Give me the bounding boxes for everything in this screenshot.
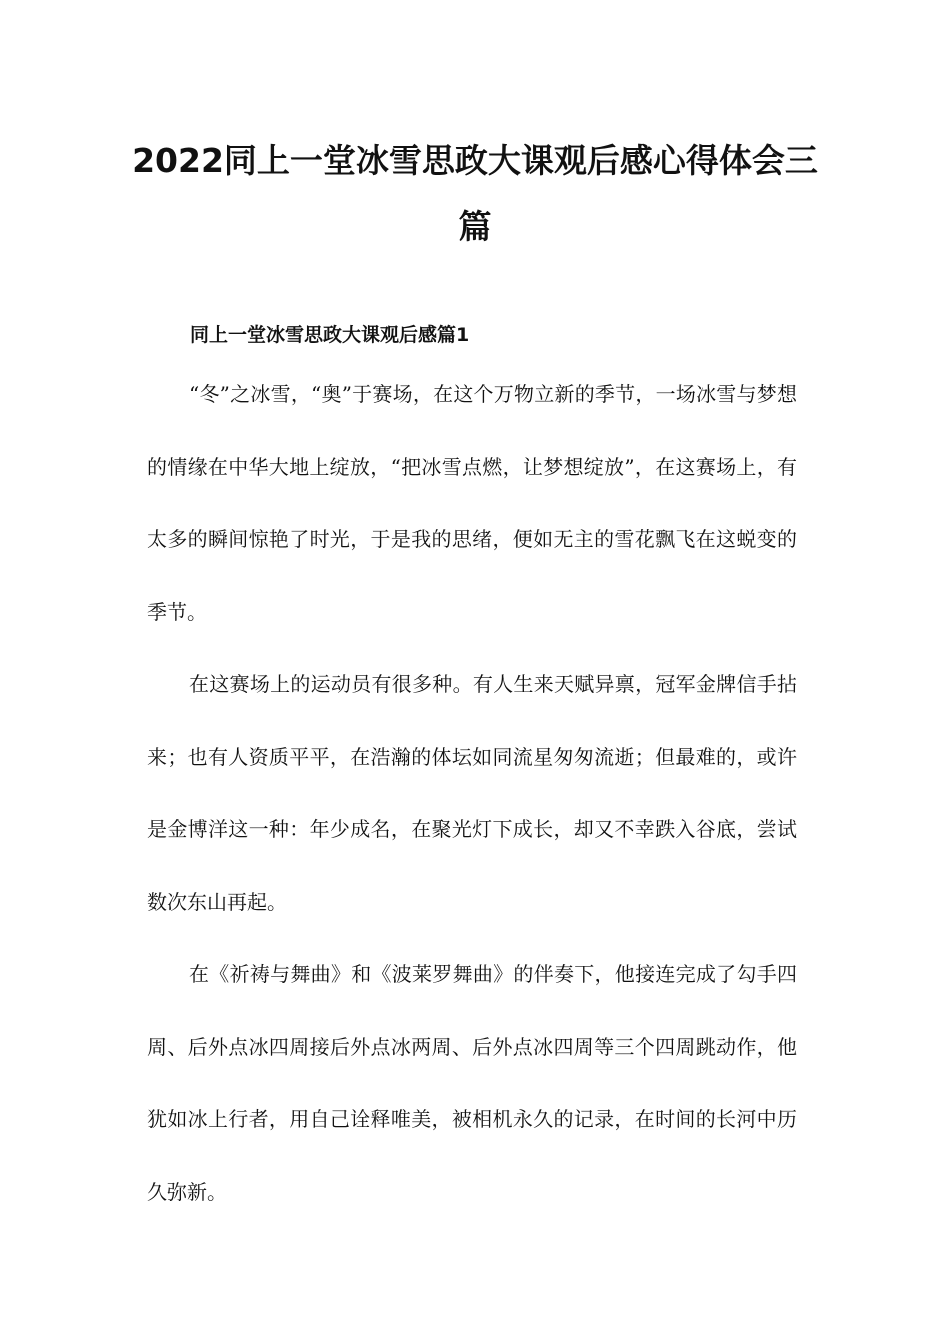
paragraph: 在这赛场上的运动员有很多种。有人生来天赋异禀，冠军金牌信手拈来；也有人资质平平，在浩瀚的体坛如同流星匆匆流逝；但最难的，或许是金博洋这一种：年少成名，在聚光灯下成长，却又不幸跌入谷底，尝试数次东山再起。	[147, 672, 797, 914]
paragraph: “冬”之冰雪，“奥”于赛场，在这个万物立新的季节，一场冰雪与梦想的情缘在中华大地上绽放，“把冰雪点燃，让梦想绽放”，在这赛场上，有太多的瞬间惊艳了时光，于是我的思绪，便如无主的雪花飘飞在这蜕变的季节。	[147, 382, 797, 624]
document-title: 2022同上一堂冰雪思政大课观后感心得体会三篇	[132, 141, 818, 246]
section-heading: 同上一堂冰雪思政大课观后感篇1	[190, 324, 470, 346]
paragraph: 在《祈祷与舞曲》和《波莱罗舞曲》的伴奏下，他接连完成了勾手四周、后外点冰四周接后外点冰两周、后外点冰四周等三个四周跳动作，他犹如冰上行者，用自己诠释唯美，被相机永久的记录，在时间的长河中历久弥新。	[147, 962, 797, 1204]
